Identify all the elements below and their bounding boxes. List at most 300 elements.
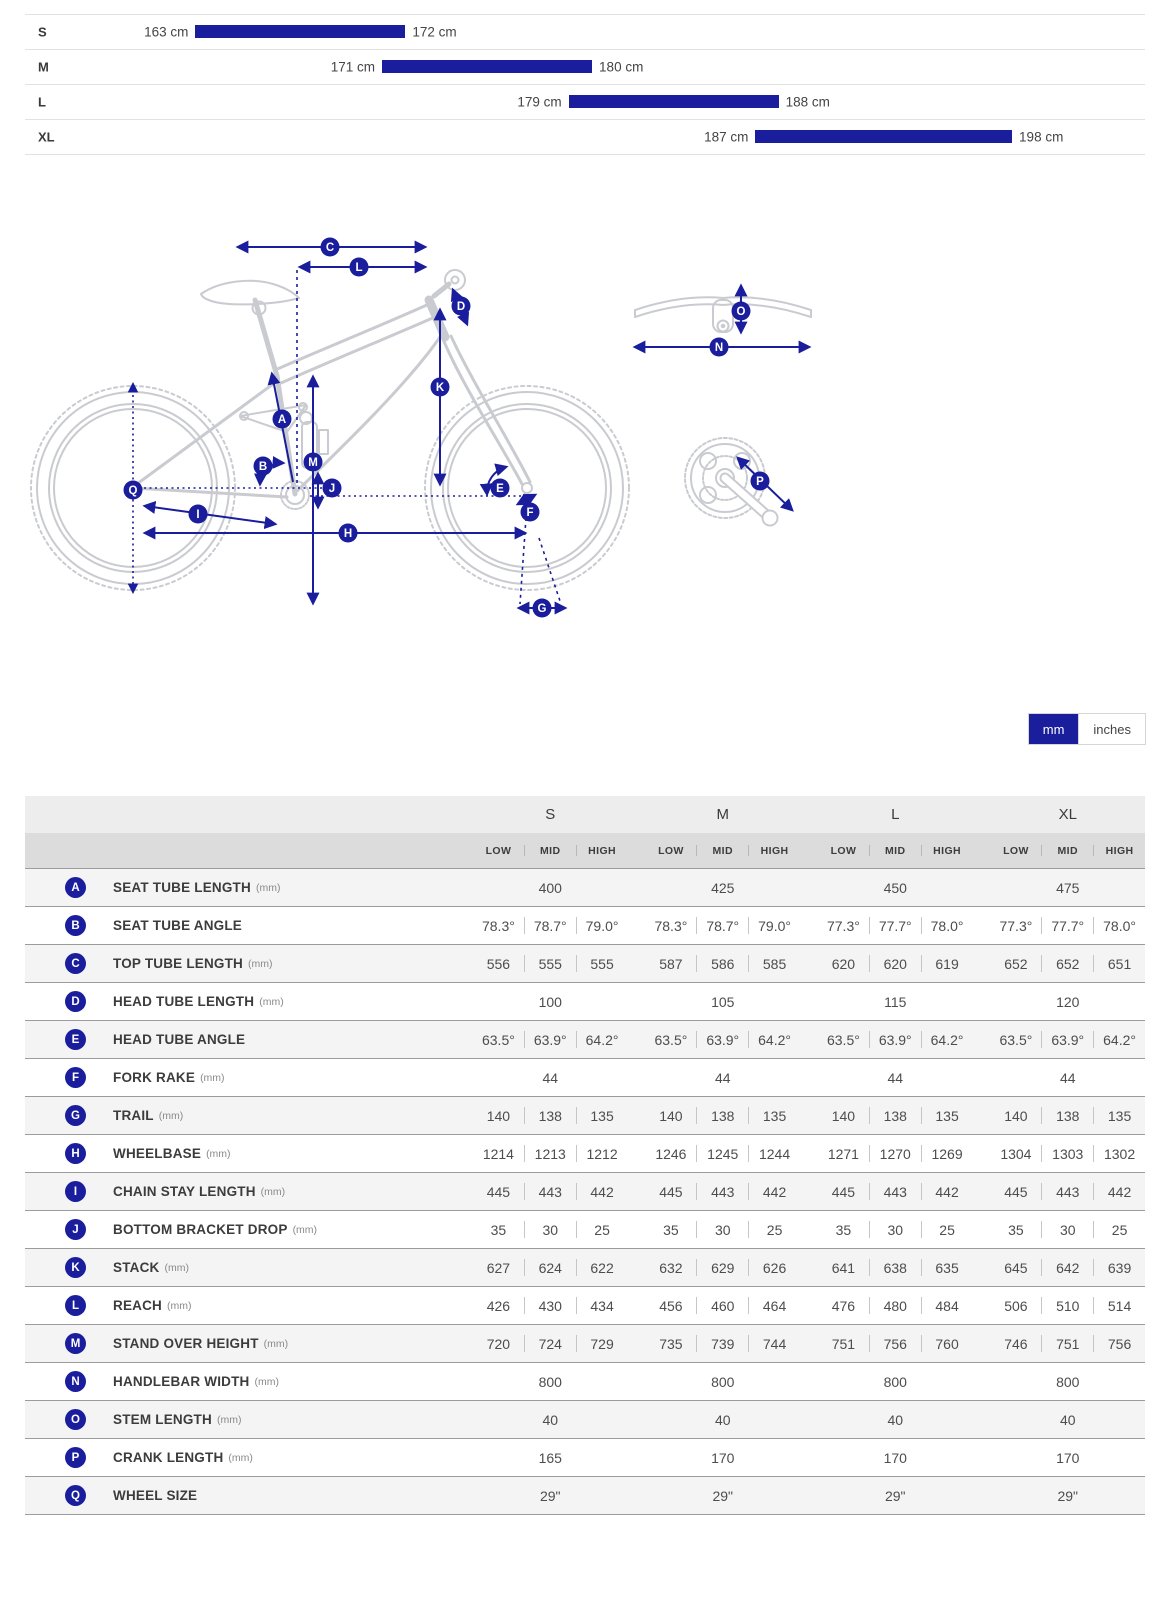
value-group	[646, 1059, 801, 1096]
value-cell: 426	[486, 1297, 511, 1314]
value-cell: 587	[659, 955, 683, 972]
svg-text:Q: Q	[128, 485, 138, 497]
setting-header-group	[991, 833, 1146, 868]
value-cell: 138	[883, 1107, 907, 1124]
value-group	[473, 869, 628, 906]
value-cell: 514	[1107, 1297, 1132, 1314]
value-cell: 25	[939, 1221, 955, 1238]
value-cell: 400	[538, 879, 562, 896]
value-cell: 475	[1056, 879, 1080, 896]
value-cell: 445	[831, 1183, 856, 1200]
row-unit: (mm)	[158, 1109, 184, 1122]
value-group	[991, 1097, 1146, 1134]
value-cell: 555	[590, 955, 614, 972]
row-letter-badge: C	[65, 953, 86, 974]
geometry-row-h	[25, 1135, 1145, 1173]
value-group	[991, 869, 1146, 906]
row-unit: (mm)	[206, 1147, 231, 1160]
value-cell: 1214	[482, 1145, 514, 1162]
value-cell: 627	[486, 1259, 511, 1276]
value-cell: 25	[766, 1221, 783, 1238]
value-cell: 1212	[586, 1145, 618, 1162]
value-cell: 78.7°	[533, 917, 567, 934]
geometry-row-l	[25, 1287, 1145, 1325]
row-name: FORK RAKE	[113, 1070, 196, 1085]
diagram-badge-j	[323, 479, 342, 498]
row-letter-badge: N	[65, 1371, 86, 1392]
value-cell: 632	[659, 1259, 683, 1276]
row-letter-badge: O	[65, 1409, 86, 1430]
value-group	[818, 907, 973, 944]
value-cell: 63.9°	[878, 1031, 912, 1048]
row-letter-badge: M	[65, 1333, 86, 1354]
diagram-badges	[124, 238, 770, 618]
svg-text:L: L	[355, 262, 363, 274]
value-cell: 135	[590, 1107, 614, 1124]
value-cell: 464	[762, 1297, 787, 1314]
value-cell: 170	[711, 1449, 735, 1466]
svg-text:B: B	[258, 461, 268, 473]
value-cell: 480	[883, 1297, 907, 1314]
value-cell: 77.3°	[826, 917, 860, 934]
value-group	[473, 1439, 628, 1476]
value-cell: 619	[935, 955, 959, 972]
value-group	[473, 1287, 628, 1324]
value-group	[991, 907, 1146, 944]
height-range-bar	[517, 94, 830, 109]
setting-header-group	[818, 833, 973, 868]
geometry-row-label	[25, 907, 455, 944]
value-cell: 29"	[539, 1487, 561, 1504]
diagram-badge-a	[273, 410, 292, 429]
value-group	[473, 1173, 628, 1210]
setting-column-header: LOW	[485, 844, 512, 857]
value-group	[818, 1325, 973, 1362]
row-name: STEM LENGTH	[113, 1412, 212, 1427]
row-name: CRANK LENGTH	[113, 1450, 224, 1465]
value-cell: 800	[883, 1373, 907, 1390]
value-cell: 629	[711, 1259, 735, 1276]
row-name: BOTTOM BRACKET DROP	[113, 1222, 288, 1237]
unit-toggle	[1028, 713, 1146, 745]
geometry-row-label	[25, 1287, 455, 1324]
value-cell: 64.2°	[758, 1031, 791, 1048]
value-cell: 63.9°	[706, 1031, 740, 1048]
bike-geometry-diagram	[25, 220, 835, 640]
row-letter-badge: Q	[65, 1485, 86, 1506]
size-label: S	[38, 24, 47, 40]
value-cell: 586	[711, 955, 735, 972]
value-cell: 63.5°	[826, 1031, 860, 1048]
value-group	[646, 1363, 801, 1400]
value-group	[991, 1249, 1146, 1286]
diagram-badge-m	[304, 453, 323, 472]
height-min-label: 179 cm	[517, 94, 562, 109]
value-cell: 25	[1111, 1221, 1128, 1238]
value-group	[991, 1173, 1146, 1210]
value-cell: 29"	[712, 1487, 734, 1504]
height-min-label: 171 cm	[330, 59, 376, 74]
row-letter-badge: G	[65, 1105, 86, 1126]
value-cell: 1304	[1000, 1145, 1032, 1162]
setting-column-header: HIGH	[1105, 844, 1134, 857]
value-group	[473, 1135, 628, 1172]
value-cell: 1245	[707, 1145, 739, 1162]
diagram-badge-e	[491, 479, 510, 498]
value-cell: 30	[714, 1221, 731, 1238]
diagram-badge-o	[732, 302, 751, 321]
value-group	[646, 1135, 801, 1172]
row-letter-badge: B	[65, 915, 86, 936]
value-group	[646, 945, 801, 982]
value-cell: 760	[935, 1335, 959, 1352]
value-cell: 626	[762, 1259, 787, 1276]
row-letter-badge: E	[65, 1029, 86, 1050]
svg-text:E: E	[496, 483, 504, 495]
value-group	[646, 983, 801, 1020]
svg-text:A: A	[277, 414, 287, 426]
size-label: XL	[38, 129, 55, 145]
value-cell: 1303	[1052, 1145, 1084, 1162]
value-cell: 63.9°	[533, 1031, 567, 1048]
value-cell: 120	[1056, 993, 1080, 1010]
value-cell: 30	[887, 1221, 904, 1238]
value-cell: 78.3°	[481, 917, 515, 934]
setting-column-header: MID	[712, 844, 733, 857]
svg-text:K: K	[435, 382, 445, 394]
row-unit: (mm)	[200, 1071, 225, 1084]
row-letter-badge: J	[65, 1219, 86, 1240]
row-unit: (mm)	[164, 1261, 189, 1274]
svg-text:I: I	[196, 509, 200, 521]
geometry-row-i	[25, 1173, 1145, 1211]
setting-column-header: LOW	[1003, 844, 1029, 857]
size-bar-row	[25, 120, 1145, 155]
value-group	[991, 1059, 1146, 1096]
geometry-row-p	[25, 1439, 1145, 1477]
value-group	[646, 1097, 801, 1134]
value-cell: 443	[711, 1183, 735, 1200]
row-name: SEAT TUBE LENGTH	[113, 880, 251, 895]
geometry-row-label	[25, 1021, 455, 1058]
geometry-row-label	[25, 1173, 455, 1210]
value-cell: 40	[542, 1411, 559, 1428]
geometry-row-a	[25, 869, 1145, 907]
size-label: M	[38, 59, 49, 75]
value-cell: 40	[887, 1411, 904, 1428]
value-group	[818, 1059, 973, 1096]
row-unit: (mm)	[292, 1223, 318, 1236]
value-group	[991, 1401, 1146, 1438]
value-cell: 751	[1056, 1335, 1080, 1352]
value-cell: 443	[883, 1183, 907, 1200]
row-name: WHEELBASE	[113, 1146, 202, 1161]
row-unit: (mm)	[216, 1413, 242, 1426]
rider-fit-section	[25, 14, 1145, 155]
value-cell: 115	[884, 993, 907, 1010]
value-group	[991, 1287, 1146, 1324]
value-group	[818, 1097, 973, 1134]
geometry-table-body	[25, 869, 1145, 1515]
value-group	[818, 1249, 973, 1286]
value-cell: 44	[887, 1069, 904, 1086]
geometry-row-label	[25, 1059, 455, 1096]
diagram-badge-i	[189, 505, 208, 524]
size-column-header: XL	[1058, 806, 1077, 823]
svg-text:P: P	[756, 476, 764, 488]
geometry-row-d	[25, 983, 1145, 1021]
value-cell: 445	[659, 1183, 683, 1200]
setting-column-header: MID	[540, 844, 561, 857]
value-group	[473, 1211, 628, 1248]
value-cell: 78.7°	[706, 917, 740, 934]
value-cell: 63.5°	[481, 1031, 515, 1048]
setting-column-header: HIGH	[588, 844, 616, 857]
value-cell: 434	[590, 1297, 614, 1314]
value-group	[991, 1439, 1146, 1476]
geometry-row-g	[25, 1097, 1145, 1135]
value-cell: 506	[1004, 1297, 1028, 1314]
value-group	[473, 907, 628, 944]
value-cell: 442	[1107, 1183, 1132, 1200]
value-cell: 1302	[1103, 1145, 1136, 1162]
value-cell: 1270	[879, 1145, 911, 1162]
value-cell: 1244	[758, 1145, 791, 1162]
value-group	[473, 1059, 628, 1096]
value-cell: 445	[1004, 1183, 1028, 1200]
value-cell: 622	[590, 1259, 614, 1276]
value-cell: 135	[1107, 1107, 1132, 1124]
svg-text:D: D	[456, 301, 466, 313]
value-cell: 135	[935, 1107, 959, 1124]
row-letter-badge: H	[65, 1143, 86, 1164]
value-cell: 430	[538, 1297, 562, 1314]
row-name: HEAD TUBE LENGTH	[113, 994, 255, 1009]
value-cell: 79.0°	[758, 917, 791, 934]
row-unit: (mm)	[255, 881, 281, 894]
value-cell: 77.7°	[878, 917, 912, 934]
value-cell: 639	[1107, 1259, 1132, 1276]
value-cell: 476	[831, 1297, 856, 1314]
height-max-label: 180 cm	[599, 59, 644, 74]
value-cell: 724	[538, 1335, 562, 1352]
setting-column-header: LOW	[658, 844, 684, 857]
geometry-row-e	[25, 1021, 1145, 1059]
value-group	[646, 1439, 801, 1476]
value-group	[818, 1439, 973, 1476]
value-cell: 140	[831, 1107, 856, 1124]
value-group	[818, 1021, 973, 1058]
value-cell: 77.7°	[1051, 917, 1085, 934]
value-cell: 585	[762, 955, 787, 972]
value-cell: 105	[711, 993, 735, 1010]
value-cell: 445	[486, 1183, 511, 1200]
value-cell: 720	[486, 1335, 511, 1352]
value-group	[646, 1021, 801, 1058]
svg-text:C: C	[325, 242, 335, 254]
value-cell: 744	[762, 1335, 787, 1352]
size-column-header: S	[545, 806, 556, 823]
value-cell: 30	[1059, 1221, 1076, 1238]
value-group	[818, 1173, 973, 1210]
diagram-badge-h	[339, 524, 358, 543]
value-group	[646, 1477, 801, 1514]
value-group	[473, 1021, 628, 1058]
value-group	[646, 1325, 801, 1362]
value-group	[473, 945, 628, 982]
svg-text:O: O	[736, 306, 746, 318]
diagram-badge-q	[124, 481, 143, 500]
value-cell: 140	[659, 1107, 683, 1124]
value-cell: 35	[490, 1221, 507, 1238]
height-min-label: 187 cm	[704, 129, 749, 144]
geometry-row-label	[25, 945, 455, 982]
value-cell: 44	[542, 1069, 559, 1086]
geometry-row-n	[25, 1363, 1145, 1401]
geometry-row-m	[25, 1325, 1145, 1363]
row-name: WHEEL SIZE	[113, 1488, 198, 1503]
value-cell: 442	[762, 1183, 787, 1200]
unit-toggle-inches[interactable]: inches	[1078, 714, 1145, 744]
value-cell: 800	[538, 1373, 562, 1390]
value-group	[646, 1249, 801, 1286]
value-cell: 442	[935, 1183, 959, 1200]
row-unit: (mm)	[248, 957, 273, 970]
value-cell: 460	[711, 1297, 735, 1314]
svg-text:H: H	[343, 528, 353, 540]
value-cell: 739	[711, 1335, 735, 1352]
value-cell: 170	[883, 1449, 907, 1466]
value-cell: 652	[1056, 955, 1080, 972]
setting-header-group	[473, 833, 628, 868]
value-cell: 35	[663, 1221, 679, 1238]
row-name: SEAT TUBE ANGLE	[113, 918, 243, 933]
value-group	[473, 1097, 628, 1134]
value-cell: 624	[538, 1259, 562, 1276]
svg-text:M: M	[308, 457, 318, 469]
value-cell: 44	[1059, 1069, 1076, 1086]
value-group	[473, 1363, 628, 1400]
height-range-bar	[330, 59, 644, 74]
value-cell: 78.3°	[654, 917, 688, 934]
diagram-badge-b	[254, 457, 273, 476]
value-cell: 456	[659, 1297, 683, 1314]
setting-column-header: MID	[1057, 844, 1078, 857]
row-name: TRAIL	[113, 1108, 154, 1123]
value-group	[991, 1477, 1146, 1514]
height-max-label: 198 cm	[1019, 129, 1064, 144]
height-range-bar	[144, 24, 457, 39]
row-letter-badge: A	[65, 877, 86, 898]
bike-outline	[31, 270, 811, 590]
geometry-row-o	[25, 1401, 1145, 1439]
diagram-badge-k	[431, 378, 450, 397]
svg-text:G: G	[537, 603, 547, 615]
value-cell: 170	[1056, 1449, 1080, 1466]
geometry-row-label	[25, 869, 455, 906]
value-cell: 620	[831, 955, 856, 972]
value-cell: 756	[883, 1335, 907, 1352]
diagram-badge-f	[521, 503, 540, 522]
geometry-row-label	[25, 1325, 455, 1362]
unit-toggle-mm[interactable]: mm	[1029, 714, 1079, 744]
height-range-bar	[704, 129, 1064, 144]
size-bar-row	[25, 14, 1145, 50]
geometry-row-f	[25, 1059, 1145, 1097]
setting-column-header: HIGH	[933, 844, 961, 857]
value-cell: 450	[883, 879, 907, 896]
row-unit: (mm)	[260, 1185, 286, 1198]
value-cell: 100	[538, 993, 562, 1010]
value-group	[646, 1287, 801, 1324]
value-cell: 652	[1004, 955, 1028, 972]
handlebar-top-view	[635, 297, 811, 332]
setting-column-header: MID	[885, 844, 906, 857]
value-group	[991, 1135, 1146, 1172]
geometry-row-label	[25, 983, 455, 1020]
row-unit: (mm)	[167, 1299, 192, 1312]
value-cell: 35	[1008, 1221, 1024, 1238]
row-unit: (mm)	[228, 1451, 253, 1464]
value-group	[818, 1211, 973, 1248]
measurement-lines	[133, 247, 809, 608]
size-label: L	[38, 94, 46, 110]
value-cell: 651	[1107, 955, 1132, 972]
value-cell: 138	[1056, 1107, 1080, 1124]
value-cell: 1213	[534, 1145, 566, 1162]
value-cell: 40	[714, 1411, 731, 1428]
geometry-row-q	[25, 1477, 1145, 1515]
value-cell: 77.3°	[999, 917, 1033, 934]
geometry-row-label	[25, 1401, 455, 1438]
row-name: TOP TUBE LENGTH	[113, 956, 244, 971]
value-group	[646, 1173, 801, 1210]
geometry-table-setting-header	[25, 833, 1145, 869]
value-group	[646, 907, 801, 944]
value-group	[991, 945, 1146, 982]
value-group	[646, 869, 801, 906]
row-unit: (mm)	[263, 1337, 289, 1350]
value-cell: 443	[1056, 1183, 1080, 1200]
row-name: HEAD TUBE ANGLE	[113, 1032, 246, 1047]
diagram-badge-n	[710, 338, 729, 357]
value-group	[818, 1401, 973, 1438]
value-group	[991, 1211, 1146, 1248]
value-cell: 79.0°	[585, 917, 619, 934]
row-letter-badge: L	[65, 1295, 86, 1316]
svg-text:F: F	[526, 507, 534, 519]
row-name: STACK	[113, 1260, 160, 1275]
size-column-header: M	[716, 806, 729, 823]
value-cell: 63.5°	[654, 1031, 688, 1048]
row-letter-badge: K	[65, 1257, 86, 1278]
value-group	[646, 1211, 801, 1248]
row-name: REACH	[113, 1298, 163, 1313]
value-cell: 138	[711, 1107, 735, 1124]
svg-text:J: J	[328, 483, 336, 495]
value-cell: 140	[1004, 1107, 1028, 1124]
value-cell: 1246	[655, 1145, 687, 1162]
value-cell: 25	[594, 1221, 610, 1238]
value-group	[473, 1477, 628, 1514]
geometry-row-label	[25, 1097, 455, 1134]
value-cell: 746	[1004, 1335, 1028, 1352]
value-group	[473, 1249, 628, 1286]
value-cell: 510	[1056, 1297, 1080, 1314]
size-bar-row	[25, 50, 1145, 85]
height-min-label: 163 cm	[144, 24, 189, 39]
geometry-row-label	[25, 1249, 455, 1286]
